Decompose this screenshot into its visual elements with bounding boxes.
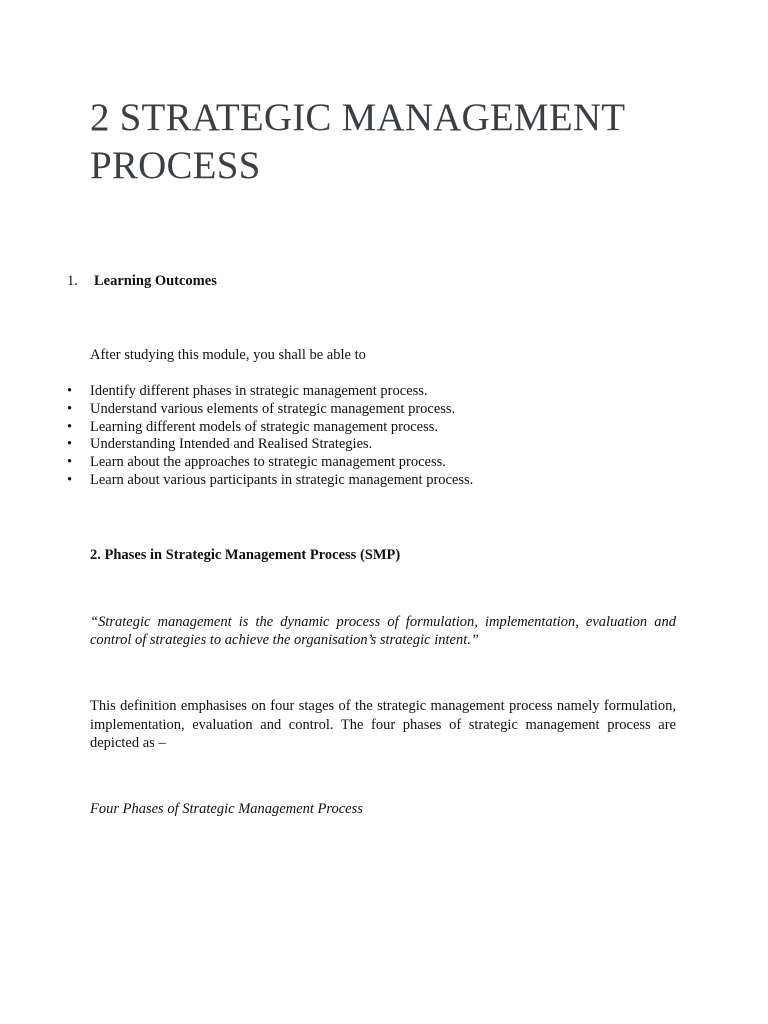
list-item: [67, 383, 473, 401]
list-item-text: Learn about the approaches to strategic management process.: [90, 454, 446, 471]
bullet-icon: •: [67, 471, 73, 488]
bullet-icon: •: [67, 418, 73, 435]
list-item: [67, 400, 473, 419]
list-item: [67, 454, 473, 472]
list-item-text: Understanding Intended and Realised Strategies.: [90, 436, 373, 453]
bullet-icon: •: [67, 454, 73, 471]
definition-quote: “Strategic management is the dynamic process of formulation, implementation, evaluation and control of strategies to achieve the organisation’s strategic intent.”: [90, 614, 676, 648]
bullet-icon: •: [67, 400, 73, 417]
bullet-icon: •: [67, 436, 73, 453]
section-heading-learning-outcomes: [67, 272, 217, 290]
bullet-icon: •: [67, 383, 73, 399]
section-title: Learning Outcomes: [94, 273, 217, 289]
list-item: [67, 471, 474, 490]
definition-paragraph: This definition emphasises on four stages of the strategic management process namely formulation, implementation, evaluation and control. The four phases of strategic management process are depicted as –: [90, 698, 676, 751]
section-number: 1.: [67, 273, 78, 289]
intro-paragraph: After studying this module, you shall be able to: [90, 347, 366, 363]
list-item-text: Learn about various participants in strategic management process.: [90, 471, 474, 488]
list-item: [67, 418, 473, 437]
list-item-text: Identify different phases in strategic management process.: [90, 383, 428, 399]
figure-caption: Four Phases of Strategic Management Process: [90, 801, 363, 817]
section-heading-phases: 2. Phases in Strategic Management Process (SMP): [90, 547, 401, 563]
learning-outcomes-list: [67, 383, 474, 490]
page-title: 2 STRATEGIC MANAGEMENT PROCESS: [90, 96, 625, 187]
list-item: [67, 436, 473, 454]
list-item-text: Learning different models of strategic management process.: [90, 418, 439, 435]
list-item-text: Understand various elements of strategic management process.: [90, 400, 456, 417]
